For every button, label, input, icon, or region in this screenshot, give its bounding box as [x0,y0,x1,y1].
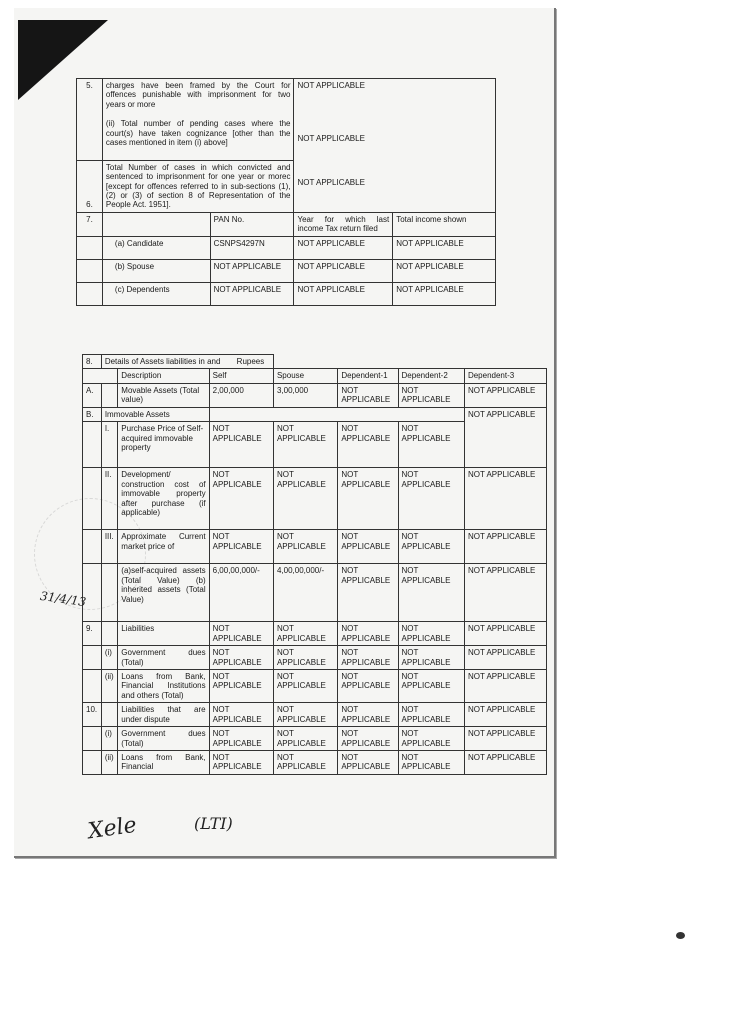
row-number: 8. [83,355,102,369]
ink-speck [676,932,685,939]
column-header: Dependent-2 [398,369,464,383]
income-value: NOT APPLICABLE [393,282,496,305]
column-headers [83,369,547,383]
row-code: A. [83,383,102,407]
section-unit: Rupees [236,357,265,366]
dependent2-value: NOT APPLICABLE [398,383,464,407]
empty-cell [101,564,117,622]
empty-cell [101,622,117,646]
spouse-value: NOT APPLICABLE [273,751,337,775]
row-code: B. [83,407,102,421]
dependent1-value: NOT APPLICABLE [338,669,398,702]
self-value: NOT APPLICABLE [209,622,273,646]
row-code: I. [101,422,117,468]
table-row [77,236,496,259]
dependent2-value: NOT APPLICABLE [398,669,464,702]
self-value: NOT APPLICABLE [209,703,273,727]
person-label: (b) Spouse [102,259,210,282]
row-description: Loans from Bank, Financial [118,751,209,775]
row-number: 5. [77,79,103,161]
year-value: NOT APPLICABLE [294,259,393,282]
dependent3-value: NOT APPLICABLE [464,622,546,646]
person-label: (c) Dependents [102,282,210,305]
empty-cell [83,468,102,530]
dependent1-value: NOT APPLICABLE [338,530,398,564]
pan-value: CSNPS4297N [210,236,294,259]
row-number: 7. [77,212,103,236]
dependent1-value: NOT APPLICABLE [338,383,398,407]
table-row [77,282,496,305]
row-description: Immovable Assets [101,407,209,421]
movable-assets-row [83,383,547,407]
dependent3-value: NOT APPLICABLE [464,530,546,564]
dependent1-value: NOT APPLICABLE [338,727,398,751]
dependent2-value: NOT APPLICABLE [398,727,464,751]
row-code: (ii) [101,751,117,775]
empty-cell [102,212,210,236]
row-description: Liabilities [118,622,209,646]
row-5 [77,79,496,161]
row-description: Government dues (Total) [118,646,209,670]
spouse-value: NOT APPLICABLE [273,622,337,646]
spouse-value: NOT APPLICABLE [273,468,337,530]
dependent2-value: NOT APPLICABLE [398,751,464,775]
empty-cell [83,530,102,564]
dependent3-value: NOT APPLICABLE [464,703,546,727]
dependent1-value: NOT APPLICABLE [338,751,398,775]
year-value: NOT APPLICABLE [294,236,393,259]
self-value: NOT APPLICABLE [209,422,273,468]
disputed-government-dues-row [83,727,547,751]
row-code: II. [101,468,117,530]
empty-cell [83,727,102,751]
empty-cell [77,236,103,259]
value-text: NOT APPLICABLE [297,81,365,90]
column-header: Total income shown [393,212,496,236]
column-header: Self [209,369,273,383]
row-description: Purchase Price of Self-acquired immovable property [118,422,209,468]
row-7-header [77,212,496,236]
dependent1-value: NOT APPLICABLE [338,564,398,622]
self-value: NOT APPLICABLE [209,530,273,564]
row-value [294,79,496,213]
self-acquired-row [83,564,547,622]
immovable-assets-row [83,407,547,421]
dependent3-value: NOT APPLICABLE [464,751,546,775]
market-price-row [83,530,547,564]
dependent2-value: NOT APPLICABLE [398,468,464,530]
dependent2-value: NOT APPLICABLE [398,622,464,646]
dependent1-value: NOT APPLICABLE [338,422,398,468]
person-label: (a) Candidate [102,236,210,259]
row-code: (i) [101,646,117,670]
row-code: 9. [83,622,102,646]
row-description: (a)self-acquired assets (Total Value) (b) inherited assets (Total Value) [118,564,209,622]
column-header: Dependent-1 [338,369,398,383]
government-dues-row [83,646,547,670]
row-description: Total Number of cases in which convicted and sentenced to imprisonment for one year or morec [except for offences referred to in sub-sections (1), (2) or (3) of section 8 of Representation of the People Act. 1951]. [102,160,294,212]
column-header: Spouse [273,369,337,383]
row-code: 10. [83,703,102,727]
income-value: NOT APPLICABLE [393,259,496,282]
row-description: Government dues (Total) [118,727,209,751]
row-description: Development/ construction cost of immovable property after purchase (if applicable) [118,468,209,530]
assets-liabilities-table [82,354,547,775]
dependent3-value: NOT APPLICABLE [464,468,546,530]
empty-cell [83,751,102,775]
spouse-value: NOT APPLICABLE [273,703,337,727]
self-value: 6,00,00,000/- [209,564,273,622]
dependent1-value: NOT APPLICABLE [338,622,398,646]
empty-cell [83,646,102,670]
row-code: III. [101,530,117,564]
handwritten-signature: Xele [86,812,139,845]
spouse-value: NOT APPLICABLE [273,646,337,670]
row-description: Approximate Current market price of [118,530,209,564]
empty-cell [101,703,117,727]
empty-cell [83,369,118,383]
spouse-value: 4,00,00,000/- [273,564,337,622]
self-value: NOT APPLICABLE [209,751,273,775]
dependent2-value: NOT APPLICABLE [398,530,464,564]
empty-cell [77,282,103,305]
row-code: (ii) [101,669,117,702]
empty-cell [83,422,102,468]
self-value: NOT APPLICABLE [209,727,273,751]
dependent2-value: NOT APPLICABLE [398,422,464,468]
development-cost-row [83,468,547,530]
empty-cell [77,259,103,282]
value-text: NOT APPLICABLE [297,177,365,187]
self-value: NOT APPLICABLE [209,669,273,702]
dependent3-value: NOT APPLICABLE [464,383,546,407]
liabilities-row [83,622,547,646]
row-description: Movable Assets (Total value) [118,383,209,407]
dependent3-value: NOT APPLICABLE [464,727,546,751]
column-header: Dependent-3 [464,369,546,383]
column-header: PAN No. [210,212,294,236]
pending-charges-text: charges have been framed by the Court for offences punishable with imprisonment for two years or more [105,81,291,109]
dependent1-value: NOT APPLICABLE [338,468,398,530]
empty-cell [83,669,102,702]
pan-value: NOT APPLICABLE [210,282,294,305]
disputed-loans-row [83,751,547,775]
handwritten-date: 31/4/13 [39,588,88,610]
cases-income-table [76,78,496,306]
row-code: (i) [101,727,117,751]
pan-value: NOT APPLICABLE [210,259,294,282]
empty-cell [83,564,102,622]
dependent2-value: NOT APPLICABLE [398,646,464,670]
dependent3-value: NOT APPLICABLE [464,407,546,467]
spouse-value: NOT APPLICABLE [273,530,337,564]
row-description: Loans from Bank, Financial Institutions and others (Total) [118,669,209,702]
spouse-value: NOT APPLICABLE [273,422,337,468]
section-title-text: Details of Assets liabilities in and [104,357,221,366]
loans-row [83,669,547,702]
dependent2-value: NOT APPLICABLE [398,564,464,622]
row-description [102,79,294,161]
dependent1-value: NOT APPLICABLE [338,646,398,670]
disputed-liabilities-row [83,703,547,727]
section-title [101,355,273,369]
spouse-value: 3,00,000 [273,383,337,407]
column-header: Year for which last income Tax return filed [294,212,393,236]
income-value: NOT APPLICABLE [393,236,496,259]
empty-cell [273,355,546,369]
year-value: NOT APPLICABLE [294,282,393,305]
spouse-value: NOT APPLICABLE [273,727,337,751]
dependent3-value: NOT APPLICABLE [464,646,546,670]
dependent3-value: NOT APPLICABLE [464,669,546,702]
spouse-value: NOT APPLICABLE [273,669,337,702]
section-header [83,355,547,369]
row-description: Liabilities that are under dispute [118,703,209,727]
self-value: NOT APPLICABLE [209,468,273,530]
table-row [77,259,496,282]
empty-cell [101,383,117,407]
self-value: 2,00,000 [209,383,273,407]
pending-cognizance-text: (ii) Total number of pending cases where the court(s) have taken cognizance [other than the cases mentioned in item (i) above] [105,119,291,148]
value-text: NOT APPLICABLE [297,134,365,144]
empty-cell [209,407,464,421]
dependent1-value: NOT APPLICABLE [338,703,398,727]
dependent2-value: NOT APPLICABLE [398,703,464,727]
row-number: 6. [77,160,103,212]
document-page [14,8,556,858]
handwritten-initials: (LTI) [194,814,233,833]
self-value: NOT APPLICABLE [209,646,273,670]
column-header: Description [118,369,209,383]
dependent3-value: NOT APPLICABLE [464,564,546,622]
